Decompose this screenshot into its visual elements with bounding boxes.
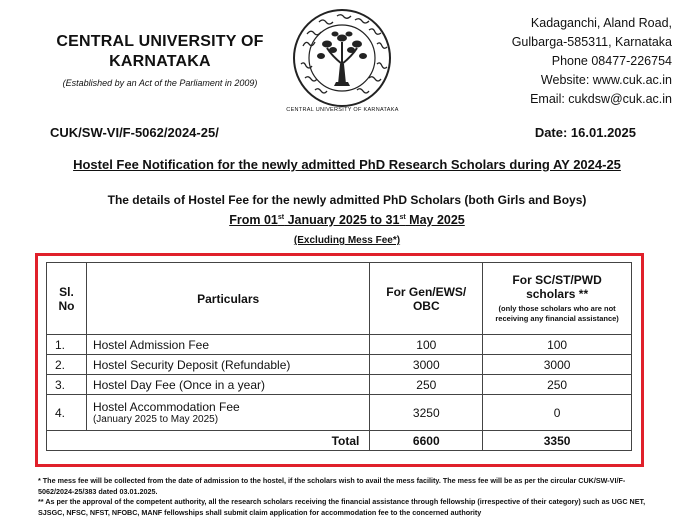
header-sl-no <box>47 263 87 335</box>
details-line: The details of Hostel Fee for the newly admitted PhD Scholars (both Girls and Boys) <box>107 193 587 207</box>
address-line-2: Gulbarga-585311, Karnataka <box>511 35 672 49</box>
period-sup-2: st <box>399 213 406 221</box>
row-sc-fee: 100 <box>483 335 632 355</box>
table-row <box>47 335 632 355</box>
logo-caption: CENTRAL UNIVERSITY OF KARNATAKA <box>286 107 399 113</box>
footnote-mess-fee: * The mess fee will be collected from the date of admission to the hostel, if the scholars wish to avail the mess facility. The mess fee will be as per the circular CUK/SW-VI/F-5062/2024-25/383 dated 03.01.2025. <box>38 476 626 496</box>
header-sc-note: (only those scholars who are not receiving any financial assistance) <box>495 304 619 323</box>
row-particulars: Hostel Admission Fee <box>86 335 369 355</box>
email-line: Email: cukdsw@cuk.ac.in <box>530 92 672 106</box>
university-name-line1: CENTRAL UNIVERSITY OF <box>56 33 264 50</box>
logo-seal-icon <box>285 6 400 111</box>
header-particulars: Particulars <box>86 263 369 335</box>
period-line <box>0 213 694 227</box>
period-prefix: From 01 <box>229 213 278 227</box>
period-sup-1: st <box>277 213 285 221</box>
table-row <box>47 355 632 375</box>
university-logo <box>285 6 400 116</box>
header-sl-line2: No <box>58 298 75 313</box>
contact-block <box>512 14 672 109</box>
row-sl: 1. <box>47 335 87 355</box>
total-label: Total <box>47 431 370 451</box>
footnote-fellowship: ** As per the approval of the competent authority, all the research scholars receiving the financial assistance through fellowship (irrespective of their category) such as UGC NET, SJSGC, NFSC, NFST, NFOBC, MANF fellowships shall submit claim application for accommodation fee to the concerned authority <box>38 497 646 517</box>
header-sc-main: For SC/ST/PWD scholars ** <box>512 273 602 301</box>
period-suffix: May 2025 <box>405 213 465 227</box>
total-sc-fee: 3350 <box>483 431 632 451</box>
row-gen-fee: 100 <box>370 335 483 355</box>
header-gen-ews-obc: For Gen/EWS/ OBC <box>370 263 483 335</box>
row-particulars-sub: (January 2025 to May 2025) <box>92 414 219 425</box>
total-gen-fee: 6600 <box>370 431 483 451</box>
row-sc-fee: 3000 <box>483 355 632 375</box>
row-particulars: Hostel Day Fee (Once in a year) <box>86 375 369 395</box>
row-sc-fee: 0 <box>483 395 632 431</box>
row-particulars-main: Hostel Accommodation Fee <box>92 400 240 414</box>
row-particulars <box>86 395 369 431</box>
row-particulars: Hostel Security Deposit (Refundable) <box>86 355 369 375</box>
header-sl-line1: Sl. <box>59 284 74 299</box>
row-sc-fee: 250 <box>483 375 632 395</box>
table-total-row <box>47 431 632 451</box>
row-sl: 4. <box>47 395 87 431</box>
university-name-block <box>50 32 270 88</box>
excluding-mess-fee: (Excluding Mess Fee*) <box>293 235 401 246</box>
row-gen-fee: 3000 <box>370 355 483 375</box>
phone-line: Phone 08477-226754 <box>551 54 672 68</box>
footnotes <box>38 476 658 518</box>
header-sc-st-pwd <box>483 263 632 335</box>
hostel-fee-table <box>46 262 632 451</box>
university-name-line2: KARNATAKA <box>109 53 211 70</box>
period-middle: January 2025 to 31 <box>284 213 400 227</box>
table-row <box>47 375 632 395</box>
row-gen-fee: 250 <box>370 375 483 395</box>
established-note: (Established by an Act of the Parliament in 2009) <box>62 78 258 88</box>
row-sl: 2. <box>47 355 87 375</box>
reference-number: CUK/SW-VI/F-5062/2024-25/ <box>50 125 219 140</box>
row-sl: 3. <box>47 375 87 395</box>
website-line: Website: www.cuk.ac.in <box>540 73 672 87</box>
notice-date: Date: 16.01.2025 <box>534 125 636 140</box>
address-line-1: Kadaganchi, Aland Road, <box>530 16 672 30</box>
table-header-row <box>47 263 632 335</box>
row-gen-fee: 3250 <box>370 395 483 431</box>
table-row <box>47 395 632 431</box>
notice-title: Hostel Fee Notification for the newly admitted PhD Research Scholars during AY 2024-25 <box>73 157 621 172</box>
